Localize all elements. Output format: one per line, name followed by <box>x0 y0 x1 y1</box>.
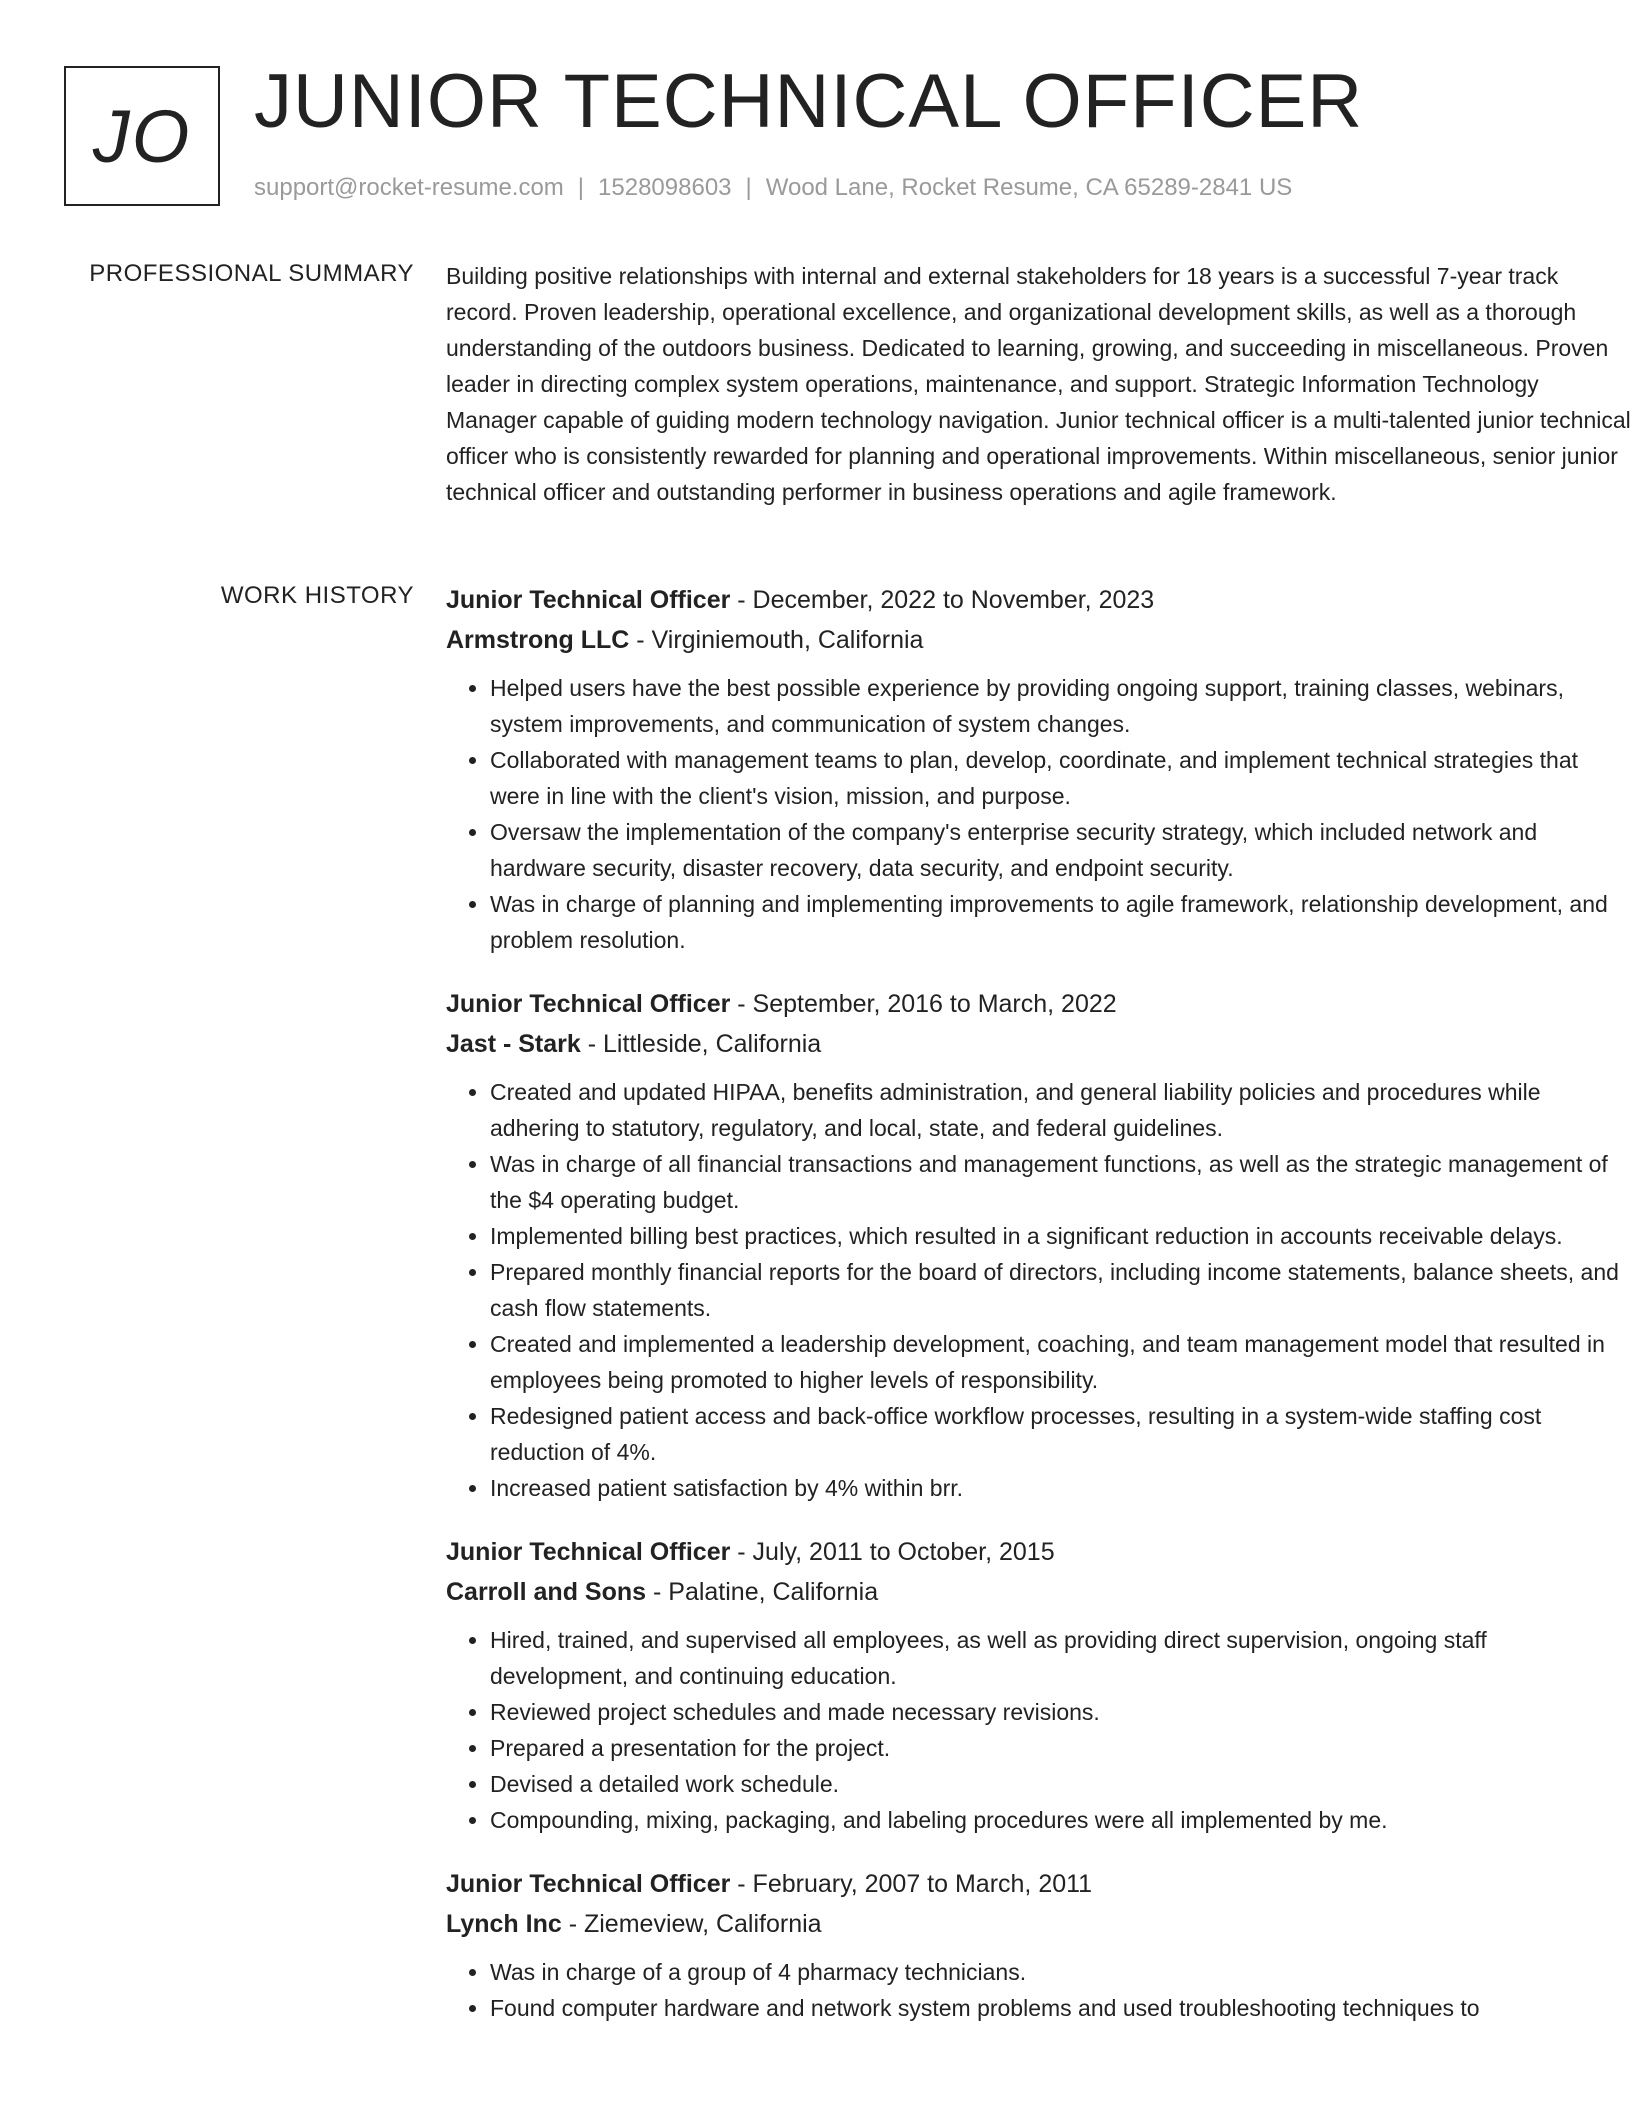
duty-item: • Was in charge of planning and implementing improvements to agile framework, relationship development, and problem resolution. <box>490 886 1631 958</box>
contact-phone: 1528098603 <box>598 174 732 201</box>
job-company: Lynch Inc <box>446 1910 562 1938</box>
section-label-summary: PROFESSIONAL SUMMARY <box>89 260 414 287</box>
summary-text: Building positive relationships with internal and external stakeholders for 18 years is a successful 7-year track record. Proven leadership, operational excellence, and organizational development skills, as well as a thorough understanding of the outdoors business. Dedicated to learning, growing, and succeeding in miscellaneous. Proven leader in directing complex system operations, maintenance, and support. Strategic Information Technology Manager capable of guiding modern technology navigation. Junior technical officer is a multi-talented junior technical officer who is consistently rewarded for planning and operational improvements. Within miscellaneous, senior junior technical officer and outstanding performer in business operations and agile framework. <box>446 263 1631 505</box>
job-entry <box>446 984 1631 1506</box>
job-title: Junior Technical Officer <box>446 586 731 614</box>
contact-email: support@rocket-resume.com <box>254 174 564 201</box>
duty-item: • Devised a detailed work schedule. <box>490 1766 1631 1802</box>
contact-address: Wood Lane, Rocket Resume, CA 65289-2841 US <box>765 174 1293 201</box>
job-title-line <box>446 1532 1631 1572</box>
job-title-line <box>446 1864 1631 1904</box>
job-dates: - February, 2007 to March, 2011 <box>730 1870 1093 1898</box>
contact-line <box>254 174 1292 202</box>
job-title: Junior Technical Officer <box>446 1538 731 1566</box>
duty-item: • Collaborated with management teams to plan, develop, coordinate, and implement technical strategies that were in line with the client's vision, mission, and purpose. <box>490 742 1631 814</box>
section-label-work: WORK HISTORY <box>220 582 414 609</box>
duty-item: • Helped users have the best possible experience by providing ongoing support, training classes, webinars, system improvements, and communication of system changes. <box>490 670 1631 742</box>
job-company: Armstrong LLC <box>446 626 630 654</box>
job-company-line <box>446 1024 1631 1064</box>
job-location: - Ziemeview, California <box>561 1910 822 1938</box>
duty-item: • Created and updated HIPAA, benefits administration, and general liability policies and procedures while adhering to statutory, regulatory, and local, state, and federal guidelines. <box>490 1074 1631 1146</box>
duty-item: • Increased patient satisfaction by 4% within brr. <box>490 1470 1631 1506</box>
duty-item: • Implemented billing best practices, which resulted in a significant reduction in accounts receivable delays. <box>490 1218 1631 1254</box>
duty-item: • Was in charge of all financial transactions and management functions, as well as the strategic management of the $4 operating budget. <box>490 1146 1631 1218</box>
job-entry <box>446 580 1631 958</box>
duty-item: • Prepared a presentation for the project. <box>490 1730 1631 1766</box>
job-location: - Palatine, California <box>646 1578 879 1606</box>
duty-item: • Prepared monthly financial reports for the board of directors, including income statements, balance sheets, and cash flow statements. <box>490 1254 1631 1326</box>
duty-item: • Oversaw the implementation of the company's enterprise security strategy, which included network and hardware security, disaster recovery, data security, and endpoint security. <box>490 814 1631 886</box>
job-list <box>446 580 1631 2052</box>
duty-list <box>446 1954 1631 2026</box>
job-company: Jast - Stark <box>446 1030 581 1058</box>
duty-item: • Was in charge of a group of 4 pharmacy technicians. <box>490 1954 1631 1990</box>
duty-item: • Reviewed project schedules and made necessary revisions. <box>490 1694 1631 1730</box>
duty-list <box>446 1074 1631 1506</box>
job-entry <box>446 1864 1631 2026</box>
job-dates: - September, 2016 to March, 2022 <box>730 990 1117 1018</box>
job-company-line <box>446 1572 1631 1612</box>
job-company: Carroll and Sons <box>446 1578 647 1606</box>
job-dates: - December, 2022 to November, 2023 <box>730 586 1155 614</box>
monogram-badge: JO <box>64 66 220 206</box>
job-title: Junior Technical Officer <box>446 1870 731 1898</box>
duty-list <box>446 1622 1631 1838</box>
candidate-name: JUNIOR TECHNICAL OFFICER <box>254 59 1364 144</box>
job-entry <box>446 1532 1631 1838</box>
resume-header <box>64 59 1564 210</box>
job-location: - Virginiemouth, California <box>629 626 924 654</box>
job-location: - Littleside, California <box>580 1030 822 1058</box>
duty-item: • Redesigned patient access and back-office workflow processes, resulting in a system-wide staffing cost reduction of 4%. <box>490 1398 1631 1470</box>
job-title-line <box>446 984 1631 1024</box>
duty-item: • Compounding, mixing, packaging, and labeling procedures were all implemented by me. <box>490 1802 1631 1838</box>
duty-item: • Found computer hardware and network system problems and used troubleshooting techniques to <box>490 1990 1631 2026</box>
job-title: Junior Technical Officer <box>446 990 731 1018</box>
job-dates: - July, 2011 to October, 2015 <box>730 1538 1055 1566</box>
job-title-line <box>446 580 1631 620</box>
duty-item: • Created and implemented a leadership development, coaching, and team management model that resulted in employees being promoted to higher levels of responsibility. <box>490 1326 1631 1398</box>
duty-list <box>446 670 1631 958</box>
contact-separator: | <box>745 174 752 201</box>
job-company-line <box>446 620 1631 660</box>
duty-item: • Hired, trained, and supervised all employees, as well as providing direct supervision, ongoing staff development, and continuing education. <box>490 1622 1631 1694</box>
job-company-line <box>446 1904 1631 1944</box>
contact-separator: | <box>577 174 585 201</box>
